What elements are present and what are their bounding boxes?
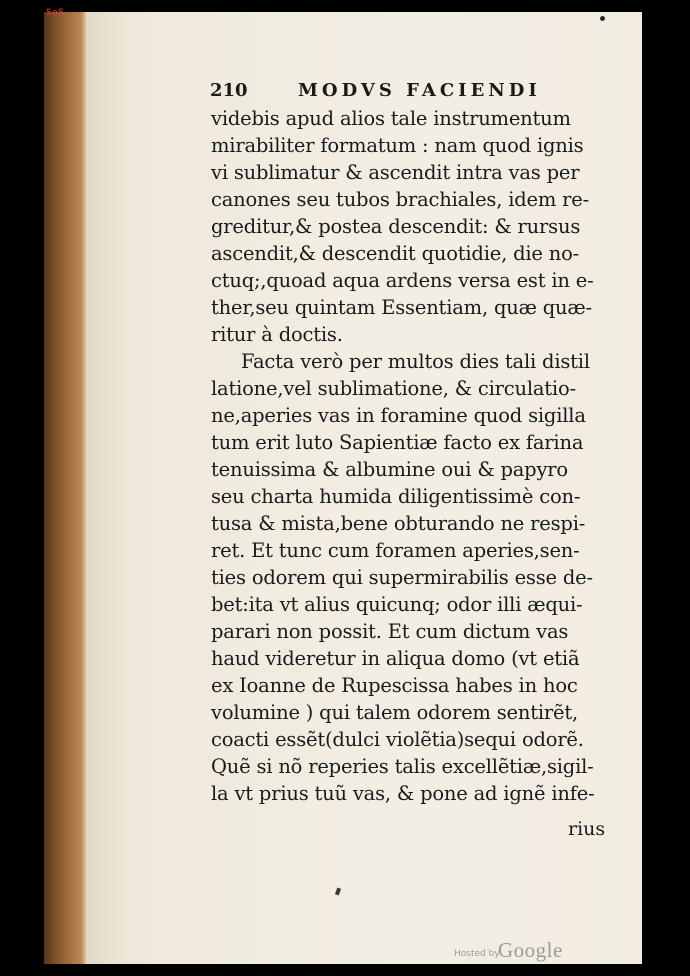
text-line: ascendit,& descendit quotidie, die no- xyxy=(211,242,580,265)
page-number: 210 xyxy=(210,80,248,101)
text-line: Facta verò per multos dies tali distil xyxy=(241,350,590,373)
running-header xyxy=(210,80,620,102)
ink-speck xyxy=(600,16,605,21)
text-line: Quẽ si nõ reperies talis excellẽtiæ,sigil- xyxy=(211,755,594,778)
text-line: canones seu tubos brachiales, idem re- xyxy=(211,188,590,211)
text-line: ret. Et tunc cum foramen aperies,sen- xyxy=(211,539,580,562)
text-line: videbis apud alios tale instrumentum xyxy=(211,107,571,130)
text-line: tenuissima & albumine oui & papyro xyxy=(211,458,568,481)
text-line: ties odorem qui supermirabilis esse de- xyxy=(211,566,593,589)
text-line: ritur à doctis. xyxy=(211,323,343,346)
text-line: bet:ita vt alius quicunq; odor illi æqui- xyxy=(211,593,583,616)
text-line: ne,aperies vas in foramine quod sigilla xyxy=(211,404,586,427)
text-line: ex Ioanne de Rupescissa habes in hoc xyxy=(211,674,578,697)
text-line: coacti essẽt(dulci violẽtia)sequi odorẽ. xyxy=(211,728,584,751)
google-logo: Google xyxy=(498,938,563,962)
text-line: parari non possit. Et cum dictum vas xyxy=(211,620,569,643)
text-line: tusa & mista,bene obturando ne respi- xyxy=(211,512,586,535)
running-title: MODVS FACIENDI xyxy=(298,80,541,101)
catchword: rius xyxy=(568,818,606,840)
text-line: ctuq;,quoad aqua ardens versa est in e- xyxy=(211,269,594,292)
text-line: volumine ) qui talem odorem sentirẽt, xyxy=(211,701,578,724)
text-line: seu charta humida diligentissimè con- xyxy=(211,485,581,508)
text-line: la vt prius tuũ vas, & pone ad ignẽ infe- xyxy=(211,782,595,805)
text-line: greditur,& postea descendit: & rursus xyxy=(211,215,581,238)
text-line: haud videretur in aliqua domo (vt etiã xyxy=(211,647,580,670)
text-line: ther,seu quintam Essentiam, quæ quæ- xyxy=(211,296,592,319)
text-line: vi sublimatur & ascendit intra vas per xyxy=(211,161,580,184)
google-watermark xyxy=(440,938,620,964)
book-spine-edge xyxy=(44,12,88,964)
text-line: latione,vel sublimatione, & circulatio- xyxy=(211,377,576,400)
text-line: tum erit luto Sapientiæ facto ex farina xyxy=(211,431,584,454)
hosted-by-label: Hosted by xyxy=(454,949,500,959)
corner-mark: SoS xyxy=(46,8,65,18)
text-line: mirabiliter formatum : nam quod ignis xyxy=(211,134,584,157)
